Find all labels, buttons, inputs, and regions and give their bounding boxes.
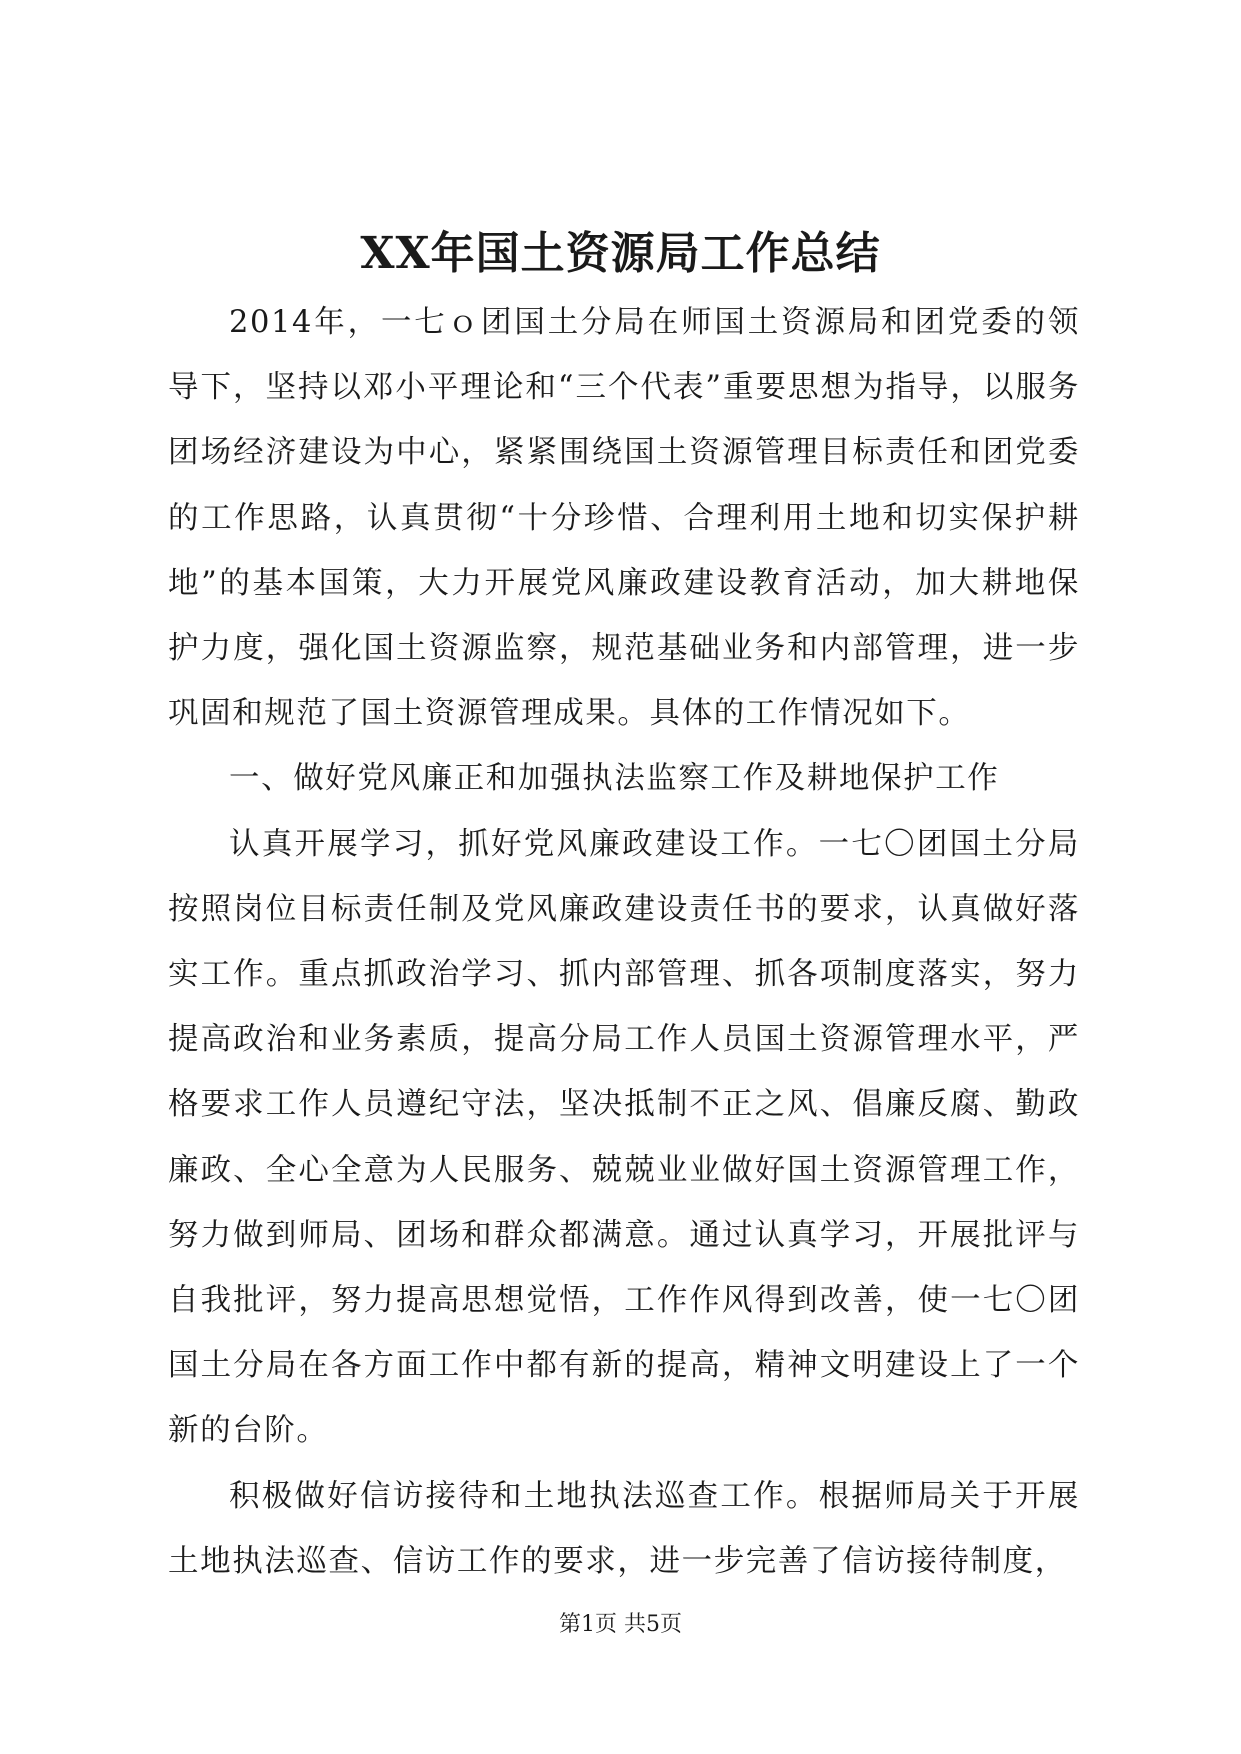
section-heading-1: 一、做好党风廉正和加强执法监察工作及耕地保护工作	[229, 761, 1000, 797]
document-body	[168, 290, 1080, 1594]
paragraph-party-conduct: 认真开展学习，抓好党风廉政建设工作。一七〇团国土分局按照岗位目标责任制及党风廉政建设责任书的要求，认真做好落实工作。重点抓政治学习、抓内部管理、抓各项制度落实，努力提高政治和业务素质，提高分局工作人员国土资源管理水平，严格要求工作人员遵纪守法，坚决抵制不正之风、倡廉反腐、勤政廉政、全心全意为人民服务、兢兢业业做好国土资源管理工作，努力做到师局、团场和群众都满意。通过认真学习，开展批评与自我批评，努力提高思想觉悟，工作作风得到改善，使一七〇团国土分局在各方面工作中都有新的提高，精神文明建设上了一个新的台阶。	[168, 826, 1080, 1449]
page-number: 第1页 共5页	[559, 1612, 682, 1637]
paragraph-intro: 2014年，一七ｏ团国土分局在师国土资源局和团党委的领导下，坚持以邓小平理论和“三个代表”重要思想为指导，以服务团场经济建设为中心，紧紧围绕国土资源管理目标责任和团党委的工作思路，认真贯彻“十分珍惜、合理利用土地和切实保护耕地”的基本国策，大力开展党风廉政建设教育活动，加大耕地保护力度，强化国土资源监察，规范基础业务和内部管理，进一步巩固和规范了国土资源管理成果。具体的工作情况如下。	[168, 305, 1080, 732]
paragraph-petition-inspection: 积极做好信访接待和土地执法巡查工作。根据师局关于开展土地执法巡查、信访工作的要求，进一步完善了信访接待制度，	[168, 1478, 1080, 1579]
document-title: XX年国土资源局工作总结	[360, 228, 881, 279]
